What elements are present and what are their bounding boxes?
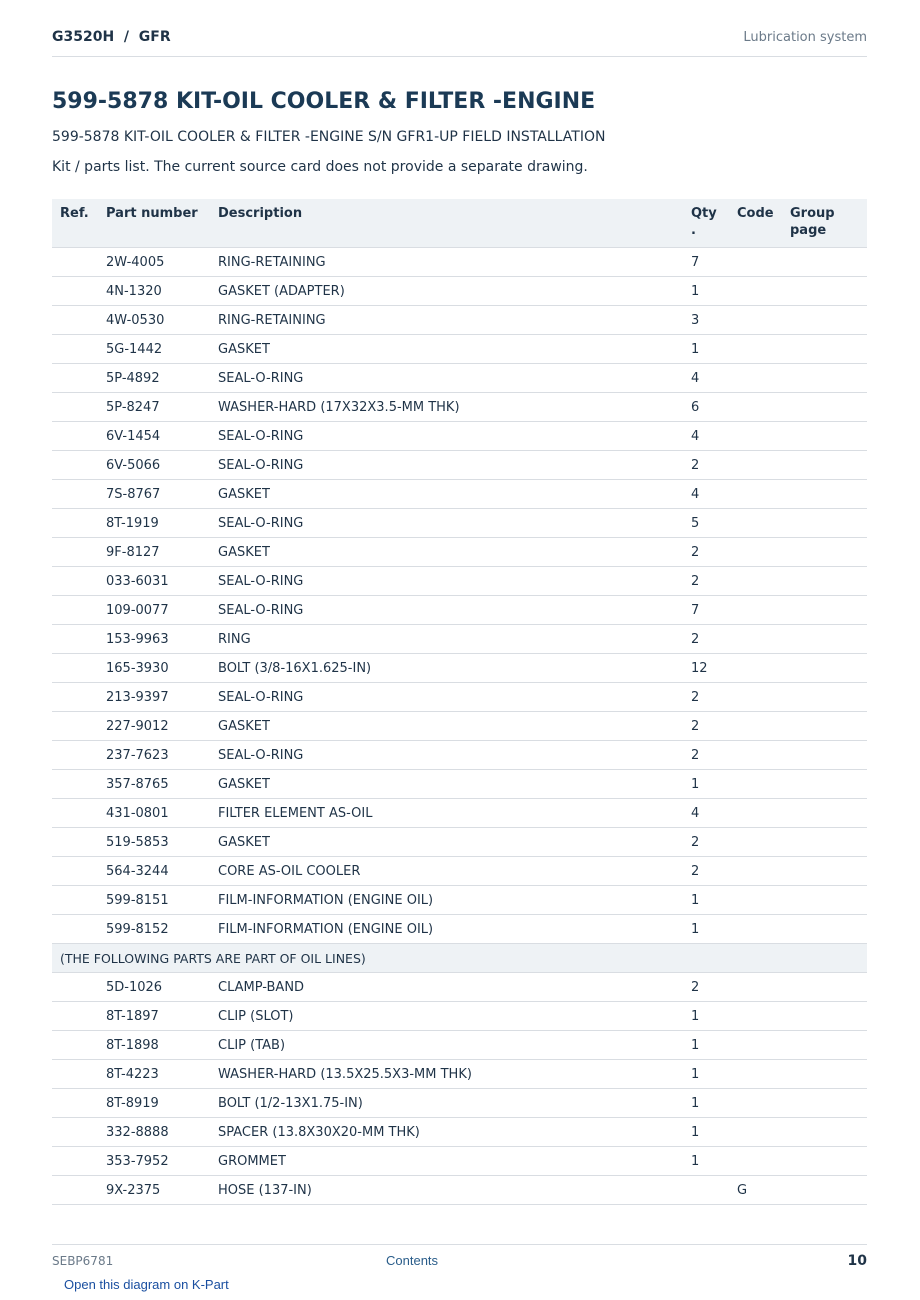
group-page-cell xyxy=(782,393,867,422)
ref-cell xyxy=(52,799,98,828)
table-row xyxy=(52,1060,867,1089)
model-label: G3520H / GFR xyxy=(52,29,171,45)
ref-cell xyxy=(52,1031,98,1060)
code-cell xyxy=(729,886,782,915)
document-id: SEBP6781 xyxy=(52,1254,114,1268)
description-cell: RING-RETAINING xyxy=(210,306,683,335)
code-cell xyxy=(729,1089,782,1118)
description-cell: GASKET xyxy=(210,770,683,799)
page-header xyxy=(52,28,867,57)
table-row xyxy=(52,1176,867,1205)
code-cell xyxy=(729,712,782,741)
part-number-cell: 599-8151 xyxy=(98,886,210,915)
description-cell: GASKET xyxy=(210,712,683,741)
code-cell xyxy=(729,335,782,364)
code-cell xyxy=(729,654,782,683)
col-header-ref: Ref. xyxy=(52,199,98,248)
group-page-cell xyxy=(782,1089,867,1118)
description-cell: SEAL-O-RING xyxy=(210,567,683,596)
qty-cell: 1 xyxy=(683,1060,729,1089)
ref-cell xyxy=(52,1060,98,1089)
qty-cell: 1 xyxy=(683,335,729,364)
table-row xyxy=(52,1147,867,1176)
contents-link[interactable]: Contents xyxy=(386,1253,439,1268)
ref-cell xyxy=(52,915,98,944)
ref-cell xyxy=(52,1176,98,1205)
parts-table xyxy=(52,199,867,1205)
code-cell xyxy=(729,683,782,712)
code-cell xyxy=(729,1060,782,1089)
qty-cell: 1 xyxy=(683,1089,729,1118)
table-row xyxy=(52,277,867,306)
part-number-cell: 8T-8919 xyxy=(98,1089,210,1118)
description-cell: GROMMET xyxy=(210,1147,683,1176)
table-row xyxy=(52,1031,867,1060)
qty-cell: 2 xyxy=(683,741,729,770)
table-header-row xyxy=(52,199,867,248)
description-cell: WASHER-HARD (17X32X3.5-MM THK) xyxy=(210,393,683,422)
part-number-cell: 357-8765 xyxy=(98,770,210,799)
table-row xyxy=(52,1002,867,1031)
table-row xyxy=(52,1118,867,1147)
page-title: 599-5878 KIT-OIL COOLER & FILTER -ENGINE xyxy=(52,89,596,114)
description-cell: CLIP (SLOT) xyxy=(210,1002,683,1031)
description-cell: SEAL-O-RING xyxy=(210,422,683,451)
ref-cell xyxy=(52,306,98,335)
description-cell: FILM-INFORMATION (ENGINE OIL) xyxy=(210,915,683,944)
group-page-cell xyxy=(782,422,867,451)
part-number-cell: 109-0077 xyxy=(98,596,210,625)
group-page-cell xyxy=(782,973,867,1002)
part-number-cell: 5P-8247 xyxy=(98,393,210,422)
part-number-cell: 5G-1442 xyxy=(98,335,210,364)
code-cell xyxy=(729,770,782,799)
part-number-cell: 6V-5066 xyxy=(98,451,210,480)
qty-cell: 2 xyxy=(683,567,729,596)
qty-cell: 12 xyxy=(683,654,729,683)
qty-cell: 2 xyxy=(683,451,729,480)
ref-cell xyxy=(52,886,98,915)
part-number-cell: 213-9397 xyxy=(98,683,210,712)
page-footer xyxy=(52,1244,867,1295)
part-number-cell: 599-8152 xyxy=(98,915,210,944)
section-subheading-row xyxy=(52,944,867,973)
description-cell: SEAL-O-RING xyxy=(210,509,683,538)
code-cell xyxy=(729,799,782,828)
part-number-cell: 8T-4223 xyxy=(98,1060,210,1089)
group-page-cell xyxy=(782,828,867,857)
qty-cell: 2 xyxy=(683,828,729,857)
ref-cell xyxy=(52,538,98,567)
code-cell xyxy=(729,538,782,567)
table-row xyxy=(52,422,867,451)
part-number-cell: 7S-8767 xyxy=(98,480,210,509)
code-cell xyxy=(729,451,782,480)
code-cell xyxy=(729,625,782,654)
qty-cell xyxy=(683,1176,729,1205)
ref-cell xyxy=(52,857,98,886)
ref-cell xyxy=(52,770,98,799)
ref-cell xyxy=(52,596,98,625)
part-number-cell: 227-9012 xyxy=(98,712,210,741)
table-row xyxy=(52,596,867,625)
code-cell xyxy=(729,857,782,886)
table-row xyxy=(52,567,867,596)
ref-cell xyxy=(52,1147,98,1176)
group-page-cell xyxy=(782,799,867,828)
code-cell xyxy=(729,973,782,1002)
description-cell: GASKET xyxy=(210,335,683,364)
part-number-cell: 9X-2375 xyxy=(98,1176,210,1205)
table-row xyxy=(52,915,867,944)
qty-cell: 7 xyxy=(683,248,729,277)
table-row xyxy=(52,712,867,741)
group-page-cell xyxy=(782,654,867,683)
code-cell xyxy=(729,248,782,277)
qty-cell: 1 xyxy=(683,886,729,915)
qty-cell: 1 xyxy=(683,1002,729,1031)
ref-cell xyxy=(52,567,98,596)
table-row xyxy=(52,364,867,393)
group-page-cell xyxy=(782,538,867,567)
group-page-cell xyxy=(782,741,867,770)
col-header-group-page: Group page xyxy=(782,199,867,248)
section-label: Lubrication system xyxy=(743,30,867,45)
qty-cell: 1 xyxy=(683,1118,729,1147)
group-page-cell xyxy=(782,1031,867,1060)
group-page-cell xyxy=(782,306,867,335)
description-cell: FILM-INFORMATION (ENGINE OIL) xyxy=(210,886,683,915)
ref-cell xyxy=(52,1118,98,1147)
description-cell: WASHER-HARD (13.5X25.5X3-MM THK) xyxy=(210,1060,683,1089)
part-number-cell: 9F-8127 xyxy=(98,538,210,567)
ref-cell xyxy=(52,480,98,509)
description-cell: RING-RETAINING xyxy=(210,248,683,277)
ref-cell xyxy=(52,422,98,451)
part-number-cell: 564-3244 xyxy=(98,857,210,886)
part-number-cell: 165-3930 xyxy=(98,654,210,683)
table-row xyxy=(52,509,867,538)
qty-cell: 3 xyxy=(683,306,729,335)
ref-cell xyxy=(52,335,98,364)
group-page-cell xyxy=(782,277,867,306)
part-number-cell: 153-9963 xyxy=(98,625,210,654)
ref-cell xyxy=(52,248,98,277)
group-page-cell xyxy=(782,625,867,654)
table-row xyxy=(52,248,867,277)
ref-cell xyxy=(52,683,98,712)
code-cell xyxy=(729,422,782,451)
description-cell: CLAMP-BAND xyxy=(210,973,683,1002)
part-number-cell: 332-8888 xyxy=(98,1118,210,1147)
code-cell xyxy=(729,364,782,393)
part-number-cell: 4W-0530 xyxy=(98,306,210,335)
part-number-cell: 033-6031 xyxy=(98,567,210,596)
qty-cell: 1 xyxy=(683,1031,729,1060)
ref-cell xyxy=(52,973,98,1002)
description-cell: CLIP (TAB) xyxy=(210,1031,683,1060)
description-cell: SEAL-O-RING xyxy=(210,683,683,712)
description-cell: BOLT (3/8-16X1.625-IN) xyxy=(210,654,683,683)
source-note: Kit / parts list. The current source card does not provide a separate drawing. xyxy=(52,159,588,175)
group-page-cell xyxy=(782,1176,867,1205)
code-cell: G xyxy=(729,1176,782,1205)
code-cell xyxy=(729,741,782,770)
group-page-cell xyxy=(782,886,867,915)
ref-cell xyxy=(52,1002,98,1031)
qty-cell: 2 xyxy=(683,973,729,1002)
description-cell: GASKET (ADAPTER) xyxy=(210,277,683,306)
qty-cell: 2 xyxy=(683,538,729,567)
description-cell: GASKET xyxy=(210,538,683,567)
table-row xyxy=(52,335,867,364)
group-page-cell xyxy=(782,857,867,886)
group-page-cell xyxy=(782,364,867,393)
group-page-cell xyxy=(782,596,867,625)
qty-cell: 2 xyxy=(683,625,729,654)
qty-cell: 1 xyxy=(683,770,729,799)
ref-cell xyxy=(52,451,98,480)
part-number-cell: 8T-1898 xyxy=(98,1031,210,1060)
qty-cell: 4 xyxy=(683,422,729,451)
group-page-cell xyxy=(782,335,867,364)
code-cell xyxy=(729,1118,782,1147)
group-page-cell xyxy=(782,509,867,538)
ref-cell xyxy=(52,1089,98,1118)
qty-cell: 1 xyxy=(683,1147,729,1176)
description-cell: BOLT (1/2-13X1.75-IN) xyxy=(210,1089,683,1118)
group-page-cell xyxy=(782,1118,867,1147)
table-row xyxy=(52,886,867,915)
qty-cell: 2 xyxy=(683,712,729,741)
qty-cell: 4 xyxy=(683,799,729,828)
qty-cell: 7 xyxy=(683,596,729,625)
group-page-cell xyxy=(782,1002,867,1031)
code-cell xyxy=(729,306,782,335)
table-row xyxy=(52,654,867,683)
ref-cell xyxy=(52,393,98,422)
code-cell xyxy=(729,480,782,509)
table-row xyxy=(52,625,867,654)
col-header-code: Code xyxy=(729,199,782,248)
part-number-cell: 2W-4005 xyxy=(98,248,210,277)
code-cell xyxy=(729,1031,782,1060)
table-row xyxy=(52,480,867,509)
ref-cell xyxy=(52,625,98,654)
code-cell xyxy=(729,567,782,596)
part-number-cell: 4N-1320 xyxy=(98,277,210,306)
parts-table-body xyxy=(52,248,867,1205)
col-header-part-number: Part number xyxy=(98,199,210,248)
ref-cell xyxy=(52,712,98,741)
qty-cell: 4 xyxy=(683,364,729,393)
ref-cell xyxy=(52,654,98,683)
table-row xyxy=(52,770,867,799)
description-cell: CORE AS-OIL COOLER xyxy=(210,857,683,886)
table-row xyxy=(52,538,867,567)
group-page-cell xyxy=(782,1060,867,1089)
group-page-cell xyxy=(782,248,867,277)
qty-cell: 5 xyxy=(683,509,729,538)
part-number-cell: 5P-4892 xyxy=(98,364,210,393)
table-row xyxy=(52,741,867,770)
table-row xyxy=(52,1089,867,1118)
table-row xyxy=(52,973,867,1002)
ref-cell xyxy=(52,828,98,857)
open-diagram-link[interactable]: Open this diagram on K-Part xyxy=(64,1277,229,1292)
code-cell xyxy=(729,277,782,306)
code-cell xyxy=(729,828,782,857)
qty-cell: 2 xyxy=(683,857,729,886)
table-row xyxy=(52,828,867,857)
description-cell: SEAL-O-RING xyxy=(210,596,683,625)
code-cell xyxy=(729,509,782,538)
group-page-cell xyxy=(782,683,867,712)
description-cell: HOSE (137-IN) xyxy=(210,1176,683,1205)
part-number-cell: 237-7623 xyxy=(98,741,210,770)
description-cell: SEAL-O-RING xyxy=(210,364,683,393)
table-row xyxy=(52,306,867,335)
group-page-cell xyxy=(782,915,867,944)
description-cell: SEAL-O-RING xyxy=(210,741,683,770)
table-row xyxy=(52,393,867,422)
table-row xyxy=(52,683,867,712)
table-row xyxy=(52,857,867,886)
description-cell: GASKET xyxy=(210,828,683,857)
part-number-cell: 5D-1026 xyxy=(98,973,210,1002)
table-row xyxy=(52,451,867,480)
ref-cell xyxy=(52,364,98,393)
part-number-cell: 431-0801 xyxy=(98,799,210,828)
qty-cell: 1 xyxy=(683,277,729,306)
kit-description: 599-5878 KIT-OIL COOLER & FILTER -ENGINE S/N GFR1-UP FIELD INSTALLATION xyxy=(52,129,606,145)
qty-cell: 1 xyxy=(683,915,729,944)
part-number-cell: 353-7952 xyxy=(98,1147,210,1176)
col-header-qty: Qty . xyxy=(683,199,729,248)
qty-cell: 4 xyxy=(683,480,729,509)
description-cell: RING xyxy=(210,625,683,654)
part-number-cell: 6V-1454 xyxy=(98,422,210,451)
code-cell xyxy=(729,596,782,625)
part-number-cell: 8T-1919 xyxy=(98,509,210,538)
ref-cell xyxy=(52,509,98,538)
ref-cell xyxy=(52,277,98,306)
description-cell: GASKET xyxy=(210,480,683,509)
part-number-cell: 8T-1897 xyxy=(98,1002,210,1031)
group-page-cell xyxy=(782,770,867,799)
part-number-cell: 519-5853 xyxy=(98,828,210,857)
code-cell xyxy=(729,1147,782,1176)
group-page-cell xyxy=(782,480,867,509)
section-subheading: (THE FOLLOWING PARTS ARE PART OF OIL LINES) xyxy=(52,944,867,973)
table-row xyxy=(52,799,867,828)
group-page-cell xyxy=(782,451,867,480)
code-cell xyxy=(729,1002,782,1031)
code-cell xyxy=(729,393,782,422)
qty-cell: 2 xyxy=(683,683,729,712)
description-cell: SPACER (13.8X30X20-MM THK) xyxy=(210,1118,683,1147)
ref-cell xyxy=(52,741,98,770)
col-header-description: Description xyxy=(210,199,683,248)
group-page-cell xyxy=(782,1147,867,1176)
description-cell: SEAL-O-RING xyxy=(210,451,683,480)
code-cell xyxy=(729,915,782,944)
qty-cell: 6 xyxy=(683,393,729,422)
page-number: 10 xyxy=(847,1253,867,1269)
group-page-cell xyxy=(782,712,867,741)
description-cell: FILTER ELEMENT AS-OIL xyxy=(210,799,683,828)
group-page-cell xyxy=(782,567,867,596)
